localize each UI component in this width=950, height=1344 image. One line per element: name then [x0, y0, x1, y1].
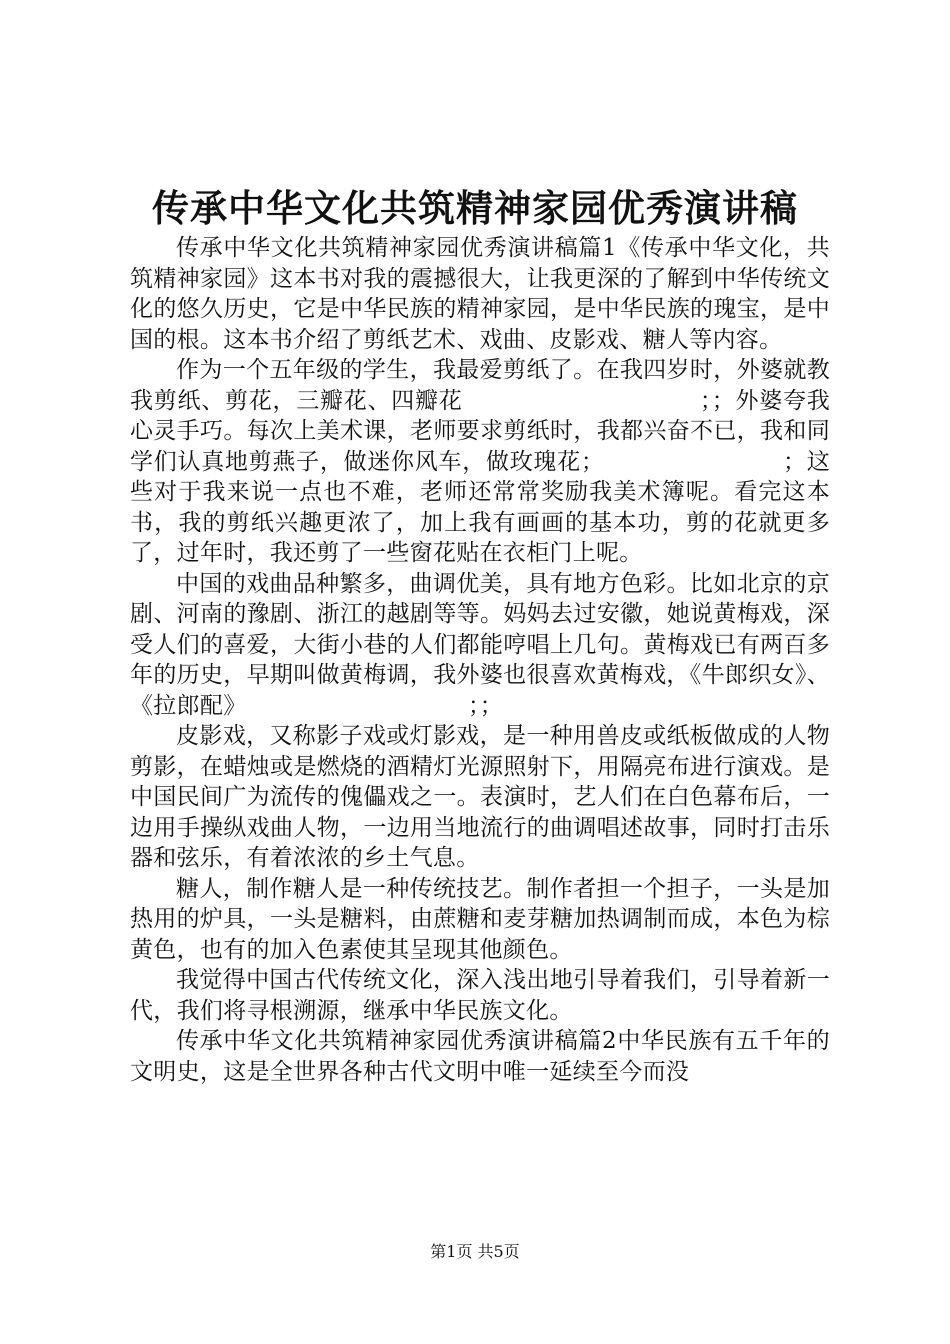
- paragraph-intro: 传承中华文化共筑精神家园优秀演讲稿篇1《传承中华文化，共筑精神家园》这本书对我的震撼很大，让我更深的了解到中华传统文化的悠久历史，它是中华民族的精神家园，是中华民族的瑰宝，是中国的根。这本书介绍了剪纸艺术、戏曲、皮影戏、糖人等内容。: [130, 235, 830, 353]
- paragraph-opera: 中国的戏曲品种繁多，曲调优美，具有地方色彩。比如北京的京剧、河南的豫剧、浙江的越剧等等。妈妈去过安徽，她说黄梅戏，深受人们的喜爱，大街小巷的人们都能哼唱上几句。黄梅戏已有两百多年的历史，早期叫做黄梅调，我外婆也很喜欢黄梅戏，《牛郎织女》、《拉郎配》 ；；: [130, 570, 830, 719]
- page-footer: 第1页 共5页: [430, 1242, 520, 1261]
- paragraph-conclusion: 我觉得中国古代传统文化，深入浅出地引导着我们，引导着新一代，我们将寻根溯源，继承中华民族文化。: [130, 967, 830, 1024]
- paragraph-speech-2: 传承中华文化共筑精神家园优秀演讲稿篇2中华民族有五千年的文明史，这是全世界各种古代文明中唯一延续至今而没: [130, 1028, 830, 1085]
- document-title: 传承中华文化共筑精神家园优秀演讲稿: [152, 186, 798, 230]
- document-body: [130, 233, 830, 1087]
- paragraph-sugar-figure: 糖人，制作糖人是一种传统技艺。制作者担一个担子，一头是加热用的炉具，一头是糖料，由蔗糖和麦芽糖加热调制而成，本色为棕黄色，也有的加入色素使其呈现其他颜色。: [130, 875, 830, 963]
- paragraph-paper-cutting: 作为一个五年级的学生，我最爱剪纸了。在我四岁时，外婆就教我剪纸、剪花，三瓣花、四瓣花 ；；外婆夸我心灵手巧。每次上美术课，老师要求剪纸时，我都兴奋不已，我和同学们认真地剪燕子，做迷你风车，做玫瑰花； ；这些对于我来说一点也不难，老师还常常奖励我美术簿呢。看完这本书，我的剪纸兴趣更浓了，加上我有画画的基本功，剪的花就更多了，过年时，我还剪了一些窗花贴在衣柜门上呢。: [130, 357, 830, 566]
- paragraph-shadow-play: 皮影戏，又称影子戏或灯影戏，是一种用兽皮或纸板做成的人物剪影，在蜡烛或是燃烧的酒精灯光源照射下，用隔亮布进行演戏。是中国民间广为流传的傀儡戏之一。表演时，艺人们在白色幕布后，一边用手操纵戏曲人物，一边用当地流行的曲调唱述故事，同时打击乐器和弦乐，有着浓浓的乡土气息。: [130, 723, 830, 871]
